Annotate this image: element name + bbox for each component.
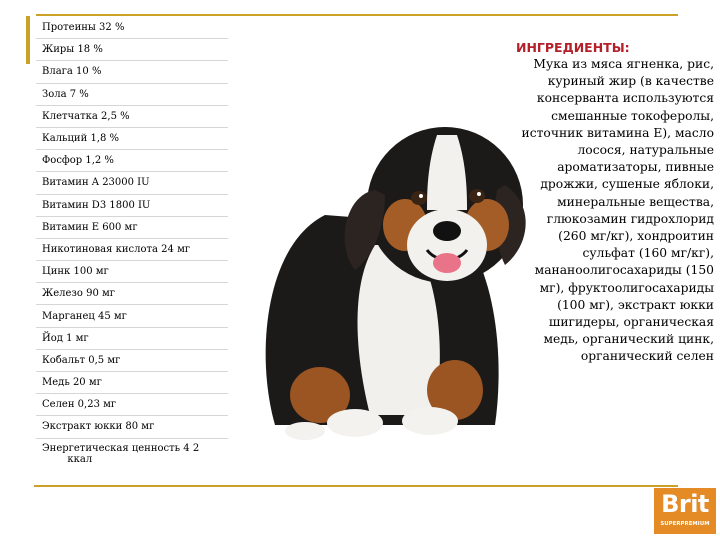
nutrient-ash: Зола 7 %	[36, 83, 228, 105]
table-row	[36, 39, 228, 61]
top-divider	[36, 14, 678, 16]
table-row	[36, 17, 228, 39]
nutrient-vitamin-d3: Витамин D3 1800 IU	[36, 194, 228, 216]
nutrient-calcium: Кальций 1,8 %	[36, 127, 228, 149]
nutrition-table	[36, 17, 228, 477]
table-row	[36, 261, 228, 283]
table-row	[36, 150, 228, 172]
nutrient-fiber: Клетчатка 2,5 %	[36, 105, 228, 127]
table-row	[36, 349, 228, 371]
nutrient-phosphorus: Фосфор 1,2 %	[36, 150, 228, 172]
table-row	[36, 238, 228, 260]
table-row	[36, 416, 228, 438]
table-row	[36, 61, 228, 83]
nutrient-vitamin-a: Витамин A 23000 IU	[36, 172, 228, 194]
ingredients-title: ИНГРЕДИЕНТЫ:	[516, 40, 630, 55]
nutrient-cobalt: Кобальт 0,5 мг	[36, 349, 228, 371]
nutrient-moisture: Влага 10 %	[36, 61, 228, 83]
table-row	[36, 194, 228, 216]
nutrient-selenium: Селен 0,23 мг	[36, 394, 228, 416]
nutrient-iron: Железо 90 мг	[36, 283, 228, 305]
table-row	[36, 105, 228, 127]
nutrient-niacin: Никотиновая кислота 24 мг	[36, 238, 228, 260]
ingredients-text: Мука из мяса ягненка, рис, куриный жир (в качестве консерванта используются смешанные токоферолы, источник витамина Е), масло лосося, натуральные ароматизаторы, пивные дрожжи, сушеные яблоки, минеральные вещества, глюкозамин гидрохлорид (260 мг/кг), хондроитин сульфат (160 мг/кг), мананоолигосахариды (150 мг), фруктоолигосахариды (100 мг), экстракт юкки шигидеры, органическая медь, органический цинк, органический селен	[521, 57, 714, 364]
nutrient-vitamin-e: Витамин E 600 мг	[36, 216, 228, 238]
table-row	[36, 172, 228, 194]
nutrient-yucca: Экстракт юкки 80 мг	[36, 416, 228, 438]
table-row	[36, 305, 228, 327]
left-accent-bar	[26, 16, 30, 64]
table-row	[36, 438, 228, 477]
puppy-photo	[205, 95, 535, 445]
logo-wordmark: Brit	[661, 490, 709, 518]
nutrient-protein: Протеины 32 %	[36, 17, 228, 39]
table-row	[36, 327, 228, 349]
table-row	[36, 127, 228, 149]
table-row	[36, 372, 228, 394]
table-row	[36, 83, 228, 105]
table-row	[36, 216, 228, 238]
logo-tagline: SUPERPREMIUM	[660, 521, 710, 527]
nutrient-fat: Жиры 18 %	[36, 39, 228, 61]
bottom-divider	[34, 485, 678, 487]
brit-logo	[654, 488, 716, 534]
nutrient-energy	[36, 438, 228, 477]
nutrient-zinc: Цинк 100 мг	[36, 261, 228, 283]
table-row	[36, 283, 228, 305]
nutrient-manganese: Марганец 45 мг	[36, 305, 228, 327]
nutrient-copper: Медь 20 мг	[36, 372, 228, 394]
table-row	[36, 394, 228, 416]
nutrient-iodine: Йод 1 мг	[36, 327, 228, 349]
nutrient-energy-label: Энергетическая ценность 4 2 ккал	[42, 442, 200, 465]
